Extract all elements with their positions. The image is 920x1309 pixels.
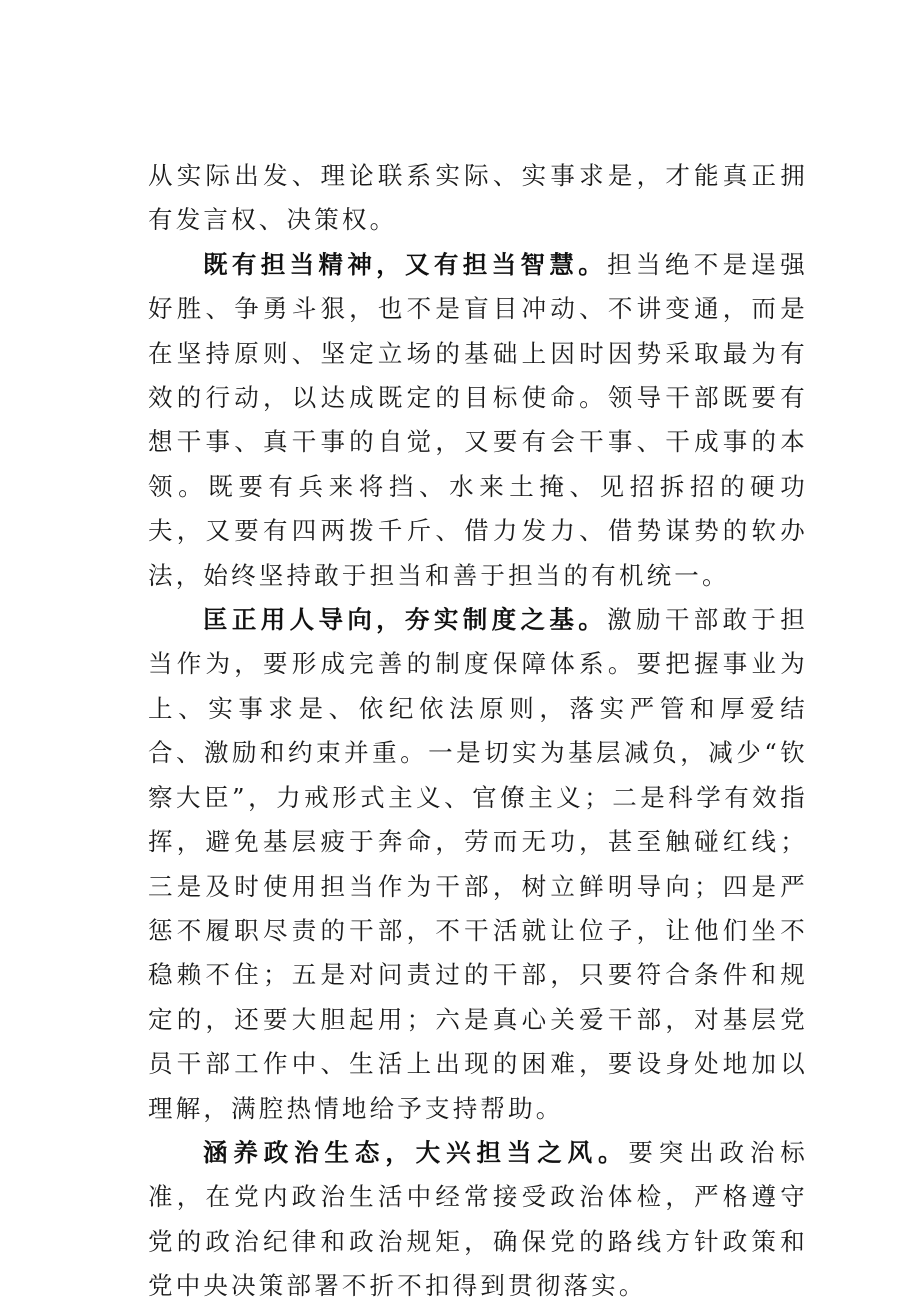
- paragraph-body: 激励干部敢于担当作为，要形成完善的制度保障体系。要把握事业为上、实事求是、依纪依法原则，落实严管和厚爱结合、激励和约束并重。一是切实为基层减负，减少“钦察大臣”，力戒形式主义、官僚主义；二是科学有效指挥，避免基层疲于奔命，劳而无功，甚至触碰红线；三是及时使用担当作为干部，树立鲜明导向；四是严惩不履职尽责的干部，不干活就让位子，让他们坐不稳赖不住；五是对问责过的干部，只要符合条件和规定的，还要大胆起用；六是真心关爱干部，对基层党员干部工作中、生活上出现的困难，要设身处地加以理解，满腔热情地给予支持帮助。: [148, 605, 808, 1123]
- paragraph-political-ecology: [148, 1131, 808, 1309]
- paragraph-body: 担当绝不是逞强好胜、争勇斗狠，也不是盲目冲动、不讲变通，而是在坚持原则、坚定立场的基础上因时因势采取最为有效的行动，以达成既定的目标使命。领导干部既要有想干事、真干事的自觉，又要有会干事、干成事的本领。既要有兵来将挡、水来土掩、见招拆招的硬功夫，又要有四两拨千斤、借力发力、借势谋势的软办法，始终坚持敢于担当和善于担当的有机统一。: [148, 249, 808, 590]
- paragraph-heading: 匡正用人导向，夯实制度之基。: [203, 605, 608, 635]
- paragraph-heading: 涵养政治生态，大兴担当之风。: [203, 1137, 629, 1167]
- document-body: [148, 154, 808, 1309]
- paragraph-personnel-orientation: [148, 598, 808, 1131]
- paragraph-body: 从实际出发、理论联系实际、实事求是，才能真正拥有发言权、决策权。: [148, 161, 808, 235]
- paragraph-heading: 既有担当精神，又有担当智慧。: [203, 249, 608, 279]
- paragraph-continuation: [148, 154, 808, 243]
- paragraph-body: 要突出政治标准，在党内政治生活中经常接受政治体检，严格遵守党的政治纪律和政治规矩，确保党的路线方针政策和党中央决策部署不折不扣得到贯彻落实。: [148, 1137, 808, 1301]
- paragraph-responsibility-wisdom: [148, 243, 808, 598]
